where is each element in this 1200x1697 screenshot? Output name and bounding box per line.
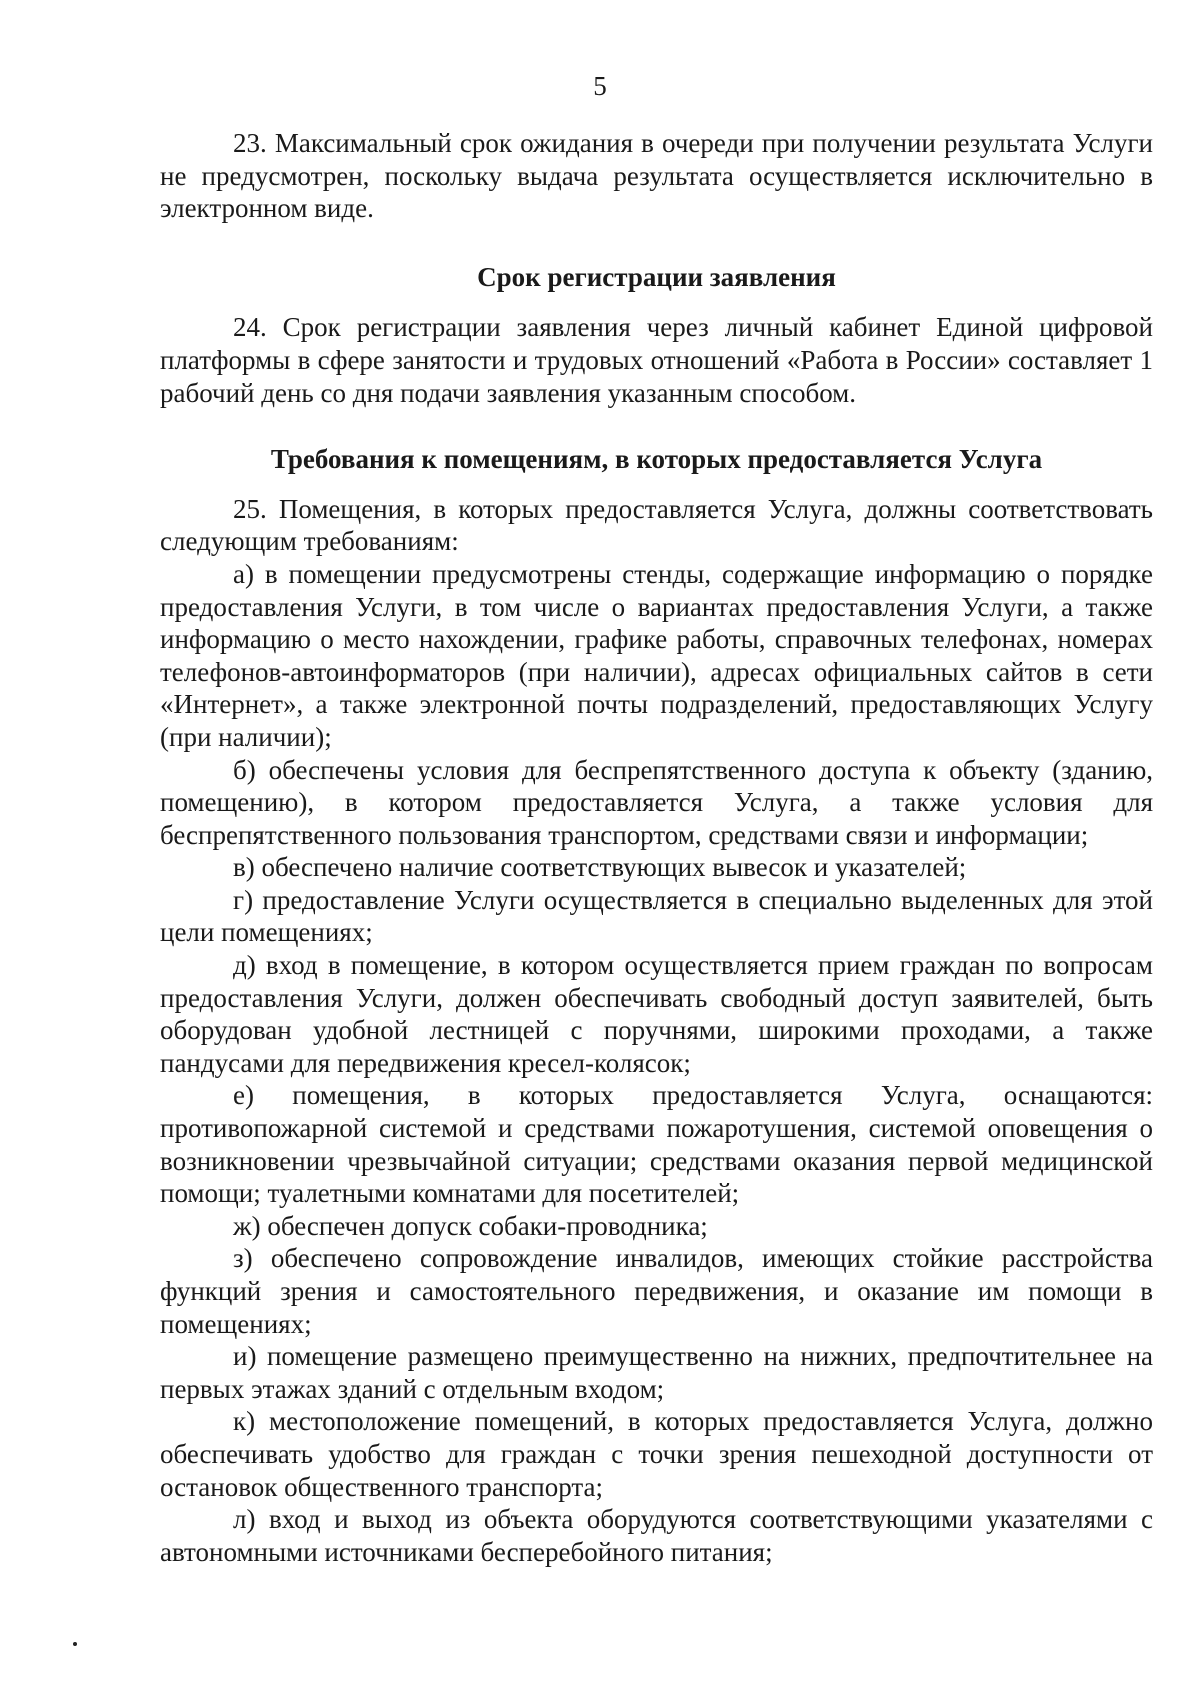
list-item-l: л) вход и выход из объекта оборудуются соответствующими указателями с автономными источниками бесперебойного питания; (160, 1504, 1153, 1567)
section-heading-registration-period: Срок регистрации заявления (477, 261, 836, 292)
paragraph-23: 23. Максимальный срок ожидания в очереди при получении результата Услуги не предусмотрен, поскольку выдача результата осуществляется исключительно в электронном виде. (160, 128, 1153, 224)
paragraph-24: 24. Срок регистрации заявления через личный кабинет Единой цифровой платформы в сфере занятости и трудовых отношений «Работа в России» составляет 1 рабочий день со дня подачи заявления указанным способом. (160, 312, 1153, 408)
paragraph-25: 25. Помещения, в которых предоставляется Услуга, должны соответствовать следующим требованиям: (160, 493, 1153, 557)
list-item-zh: ж) обеспечен допуск собаки-проводника; (233, 1210, 708, 1241)
section-heading-premises-requirements: Требования к помещениям, в которых предоставляется Услуга (270, 444, 1043, 475)
page-number: 5 (593, 71, 607, 101)
list-item-b: б) обеспечены условия для беспрепятственного доступа к объекту (зданию, помещению), в котором предоставляется Услуга, а также условия для беспрепятственного пользования транспортом, средствами связи и информации; (160, 754, 1153, 850)
list-item-i: и) помещение размещено преимущественно на нижних, предпочтительнее на первых этажах зданий с отдельным входом; (160, 1341, 1153, 1404)
list-item-k: к) местоположение помещений, в которых предоставляется Услуга, должно обеспечивать удобство для граждан с точки зрения пешеходной доступности от остановок общественного транспорта; (160, 1406, 1153, 1502)
list-item-g: г) предоставление Услуги осуществляется в специально выделенных для этой цели помещениях; (160, 884, 1153, 948)
list-item-z: з) обеспечено сопровождение инвалидов, имеющих стойкие расстройства функций зрения и самостоятельного передвижения, и оказание им помощи в помещениях; (160, 1243, 1153, 1339)
list-item-v: в) обеспечено наличие соответствующих вывесок и указателей; (233, 852, 967, 883)
list-item-a: а) в помещении предусмотрены стенды, содержащие информацию о порядке предоставления Услуги, в том числе о вариантах предоставления Услуги, а также информацию о место нахождении, графике работы, справочных телефонах, номерах телефонов-автоинформаторов (при наличии), адресах официальных сайтов в сети «Интернет», а также электронной почты подразделений, предоставляющих Услугу (при наличии); (160, 558, 1153, 752)
list-item-d: д) вход в помещение, в котором осуществляется прием граждан по вопросам предоставления Услуги, должен обеспечивать свободный доступ заявителей, быть оборудован удобной лестницей с поручнями, широкими проходами, а также пандусами для передвижения кресел-колясок; (160, 950, 1153, 1078)
scan-dot-mark (73, 1642, 77, 1646)
document-body (160, 127, 1153, 1568)
list-item-e: е) помещения, в которых предоставляется Услуга, оснащаются: противопожарной системой и средствами пожаротушения, системой оповещения о возникновении чрезвычайной ситуации; средствами оказания первой медицинской помощи; туалетными комнатами для посетителей; (160, 1080, 1153, 1209)
